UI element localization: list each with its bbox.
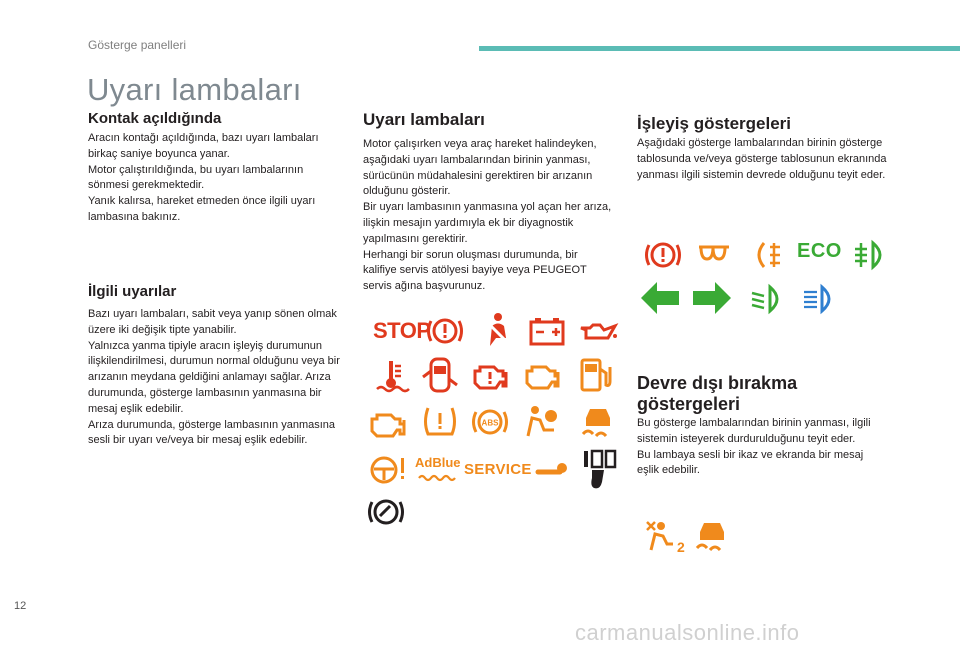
rear-foglamp-icon bbox=[748, 237, 788, 273]
heading-operation-indicators: İşleyiş göstergeleri bbox=[637, 114, 792, 133]
power-steering-icon bbox=[368, 452, 408, 488]
text-operation-indicators: Aşağıdaki gösterge lambalarından birinin gösterge tablosunda ve/veya gösterge tablosunun ekranında yanması ilgili sistemin devrede olduğunu teyit eder. bbox=[637, 137, 887, 181]
stability-control-icon bbox=[578, 404, 618, 440]
seatbelt-icon bbox=[476, 312, 516, 348]
engine-warning-icon bbox=[470, 359, 510, 395]
heading-warning-lamps: Uyarı lambaları bbox=[363, 110, 485, 129]
page-title: Uyarı lambaları bbox=[87, 72, 302, 107]
coolant-temperature-icon bbox=[373, 358, 413, 394]
main-beam-icon bbox=[800, 281, 840, 317]
right-turn-indicator-icon bbox=[691, 280, 733, 316]
brake-warning-indicator-icon bbox=[643, 237, 683, 273]
foot-on-brake-icon bbox=[578, 448, 618, 492]
heading-deactivation-indicators: Devre dışı bırakma göstergeleri bbox=[637, 373, 798, 414]
text-related-warnings: Bazı uyarı lambaları, sabit veya yanıp sönen olmak üzere iki değişik tipte yanabilir. Yalnızca yanma tipiyle aracın işleyiş durumunun ilişkilendirilmesi, durumun normal olduğunu veya bir arızanın meydana geldiğini anlamayı sağlar. Arıza durumunda, gösterge lambasının yanmasına bir mesaj eşlik edebilir. Arıza durumunda, gösterge lambasının yanmasına sesli bir uyarı ve/veya bir mesaj eşlik edebilir. bbox=[88, 308, 340, 447]
left-turn-indicator-icon bbox=[639, 280, 681, 316]
text-ignition-on: Aracın kontağı açıldığında, bazı uyarı lambaları birkaç saniye boyunca yanar. Motor çalıştırıldığında, bu uyarı lambalarının sönmesi gerekmektedir. Yanık kalırsa, hareket etmeden önce ilgili uyarı lambasına bakınız. bbox=[88, 132, 319, 223]
dipped-beam-icon bbox=[748, 281, 788, 317]
front-foglamp-icon bbox=[851, 237, 891, 273]
oil-pressure-icon bbox=[578, 314, 618, 350]
tyre-pressure-icon bbox=[420, 404, 460, 440]
glow-plug-icon bbox=[695, 237, 735, 273]
section-title: Gösterge panelleri bbox=[88, 38, 187, 52]
eco-icon: ECO bbox=[797, 240, 842, 262]
battery-icon bbox=[527, 314, 567, 350]
stability-control-off-icon bbox=[692, 518, 732, 554]
engine-management-icon bbox=[368, 405, 408, 441]
header-accent-bar bbox=[479, 46, 960, 51]
page-number: 12 bbox=[14, 600, 27, 612]
airbag-icon bbox=[522, 404, 562, 440]
text-warning-lamps: Motor çalışırken veya araç hareket halindeyken, aşağıdaki uyarı lambalarından birinin yanması, sürücünün müdahalesini gerektiren bir arızanın olduğunu gösterir. Bir uyarı lambasının yanmasına yol açan her arıza, ilişkin mesajın yardımıyla ek bir diyagnostik yapılmasını gerektirir. Herhangi bir sorun oluşması durumunda, bir kalifiye servis atölyesi bayiye veya PEUGEOT servis ağına başvurunuz. bbox=[363, 138, 612, 293]
adblue-icon bbox=[415, 455, 459, 491]
low-fuel-icon bbox=[576, 357, 616, 393]
electric-parking-brake-icon bbox=[366, 494, 406, 530]
adblue-label: AdBlue bbox=[415, 455, 461, 470]
passenger-airbag-off-icon bbox=[643, 518, 683, 554]
text-deactivation-indicators: Bu gösterge lambalarından birinin yanması, ilgili sistemin isteyerek durdurulduğunu teyit eder. Bu lambaya sesli bir ikaz ve ekranda bir mesaj eşlik edebilir. bbox=[637, 417, 871, 477]
heading-related-warnings: İlgili uyarılar bbox=[88, 283, 177, 300]
svg-text:ABS: ABS bbox=[481, 418, 499, 428]
brake-warning-icon bbox=[425, 313, 465, 349]
svg-text:2: 2 bbox=[677, 539, 685, 555]
heading-ignition-on: Kontak açıldığında bbox=[88, 110, 222, 127]
service-wrench-icon bbox=[530, 454, 570, 490]
abs-icon bbox=[470, 404, 510, 440]
watermark: carmanualsonline.info bbox=[575, 620, 800, 645]
stop-icon: STOP bbox=[373, 318, 431, 343]
door-open-icon bbox=[420, 357, 460, 393]
engine-fault-icon bbox=[522, 359, 562, 395]
service-icon: SERVICE bbox=[464, 461, 532, 478]
